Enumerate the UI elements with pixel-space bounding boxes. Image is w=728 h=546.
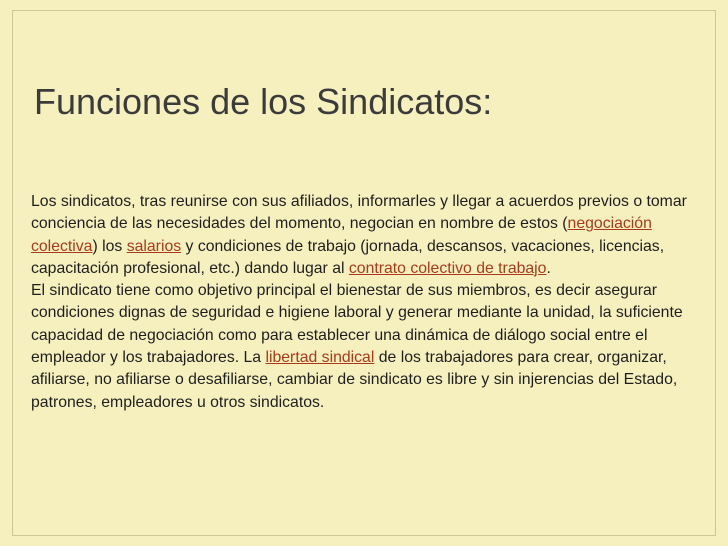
paragraph2-text-2: de los trabajadores para crear, organizar, afiliarse, no afiliarse o desafiliarse, cambiar de sindicato es libre y sin injerencias del Estado, patrones, empleadores u otros sindicatos. (31, 349, 678, 411)
paragraph2-text-1: El sindicato tiene como objetivo principal el bienestar de sus miembros, es decir asegurar condiciones dignas de seguridad e higiene laboral y generar mediante la unidad, la suficiente capacidad de negociación como para establecer una dinámica de diálogo social entre el empleador y los trabajadores. La (31, 282, 683, 367)
slide-title: Funciones de los Sindicatos: (34, 81, 493, 122)
slide-body (31, 191, 703, 414)
paragraph-objective (31, 280, 703, 414)
link-contrato-colectivo[interactable]: contrato colectivo de trabajo (348, 259, 547, 277)
paragraph1-text-1: Los sindicatos, tras reunirse con sus afiliados, informarles y llegar a acuerdos previos o tomar conciencia de las necesidades del momento, negocian en nombre de estos ( (31, 193, 687, 233)
link-salarios[interactable]: salarios (126, 237, 182, 255)
link-libertad-sindical[interactable]: libertad sindical (265, 349, 375, 367)
link-negociacion-colectiva[interactable]: negociación colectiva (31, 215, 652, 255)
paragraph-negotiation (31, 191, 703, 280)
paragraph1-text-2: ) los (92, 237, 127, 255)
paragraph1-text-3: y condiciones de trabajo (jornada, descansos, vacaciones, licencias, capacitación profesional, etc.) dando lugar al (31, 237, 665, 277)
paragraph1-text-4: . (546, 259, 551, 277)
